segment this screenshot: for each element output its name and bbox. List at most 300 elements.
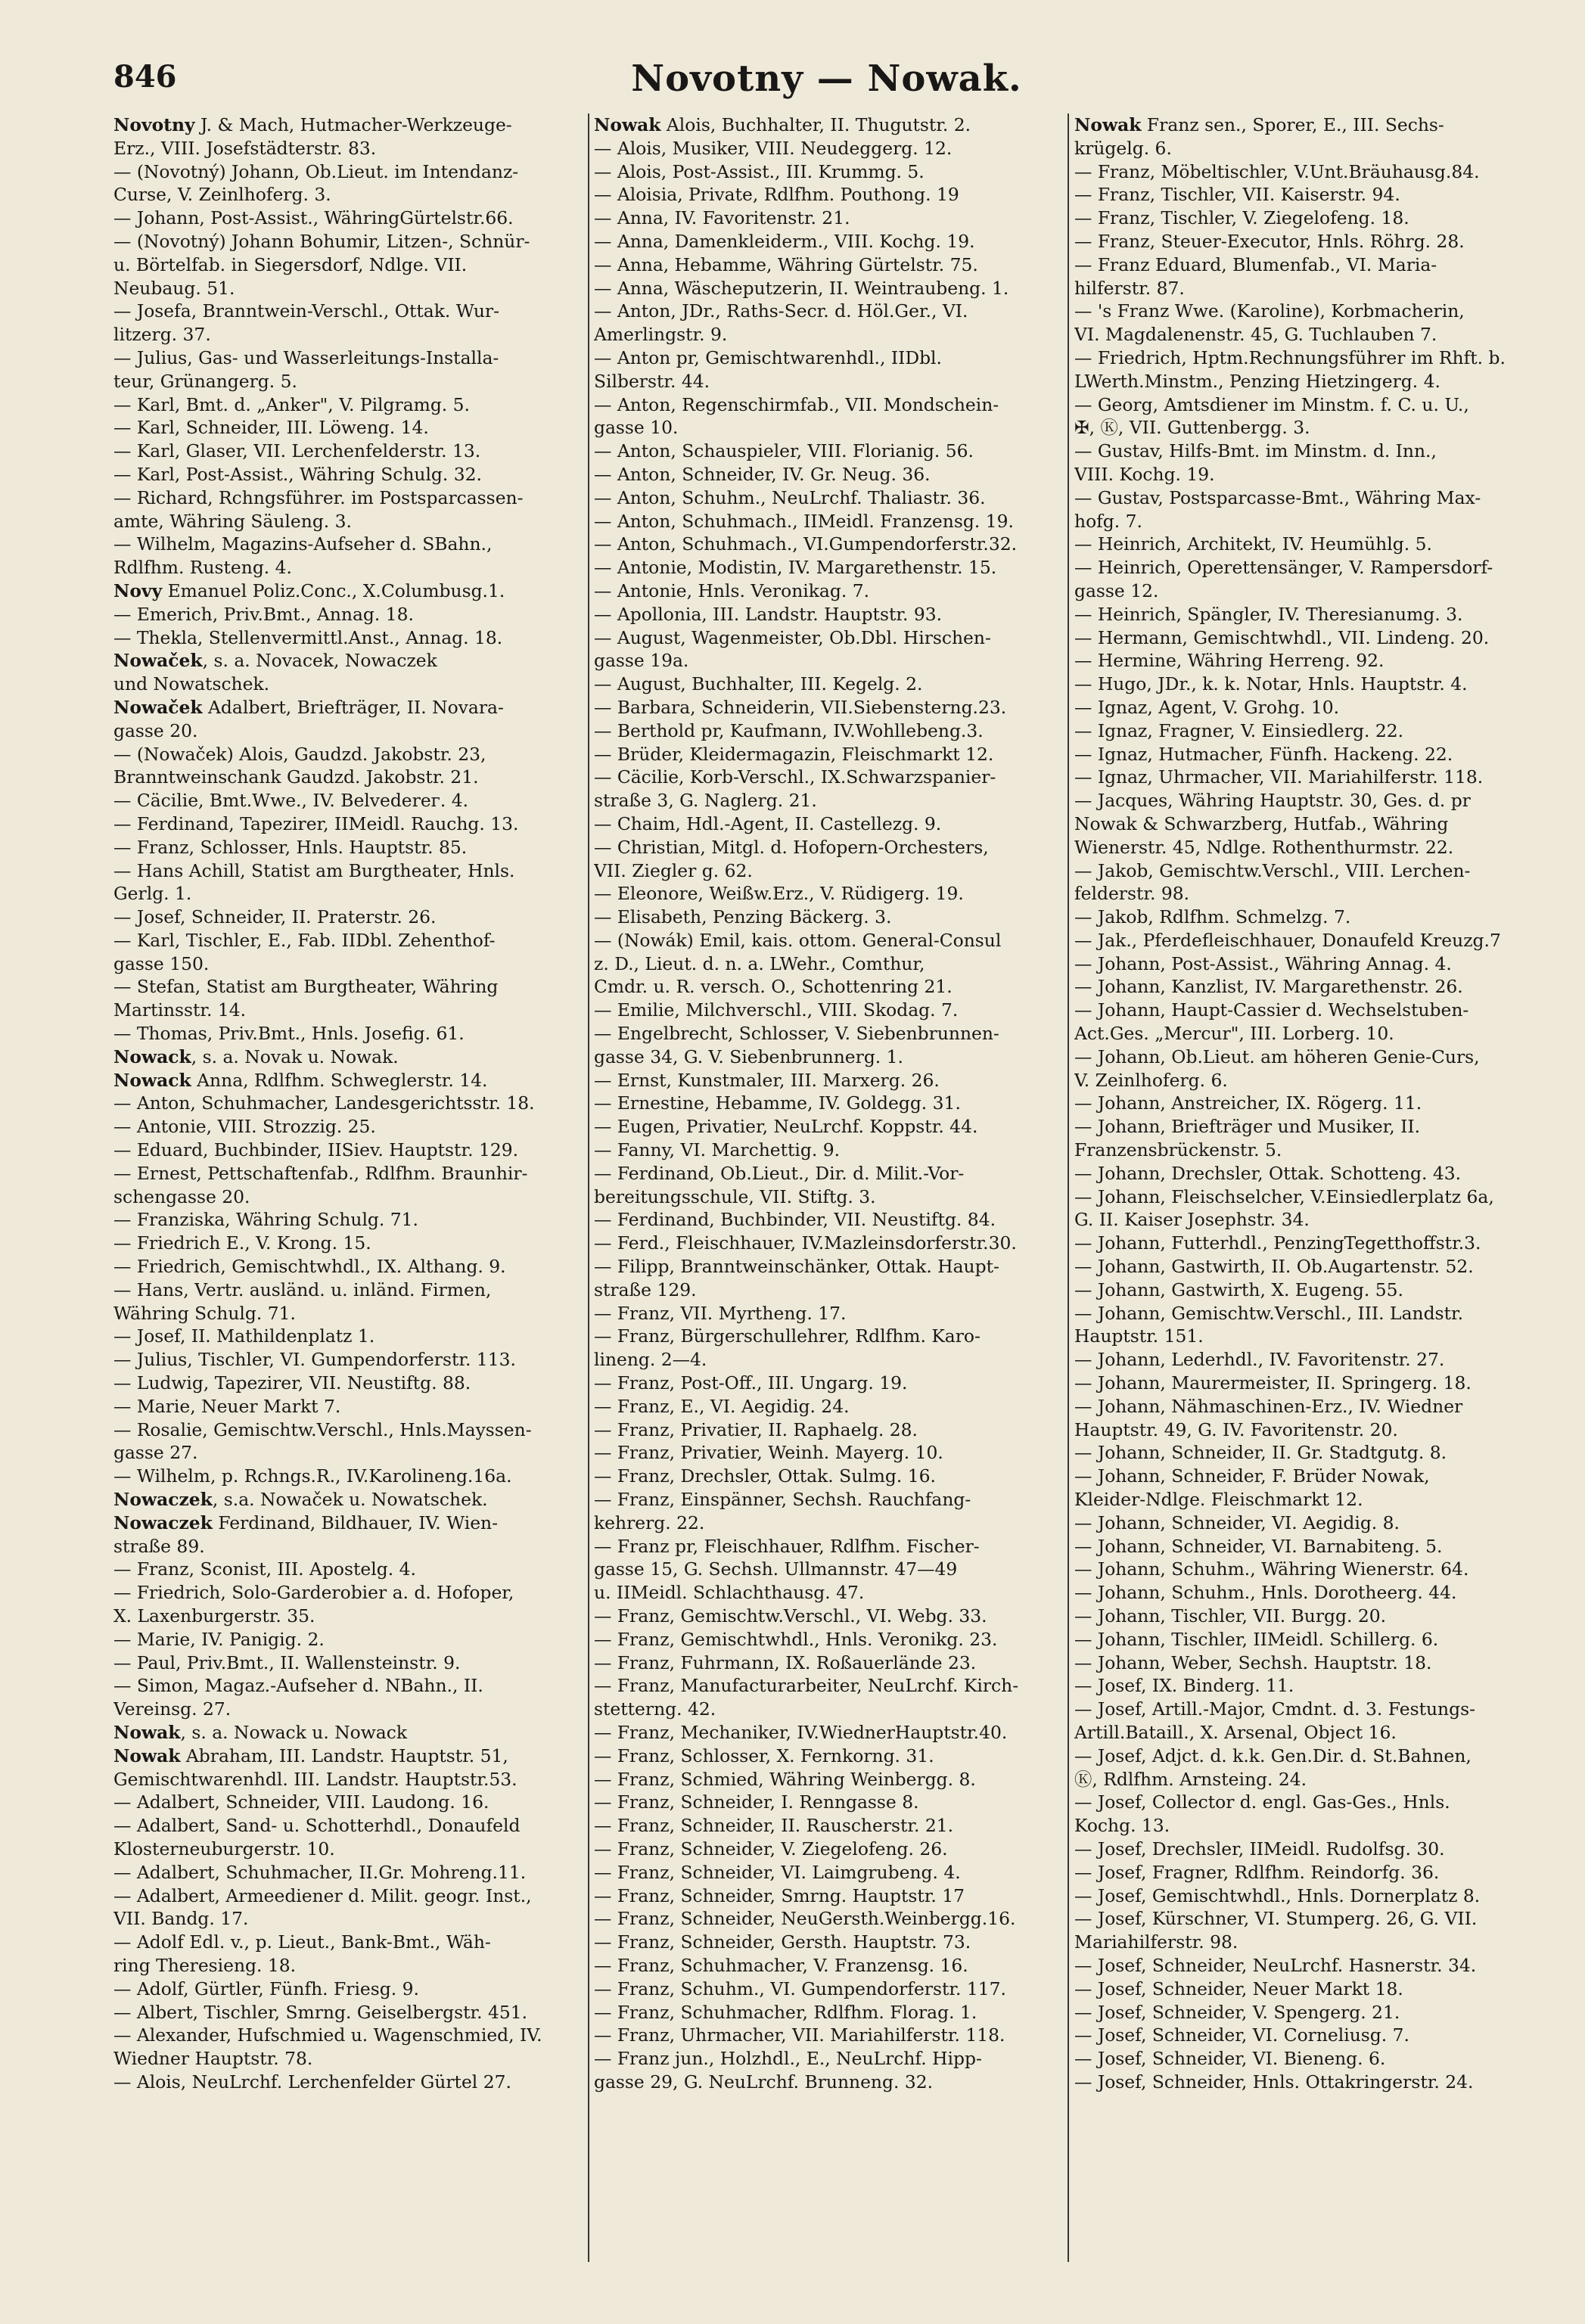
entry-text: — Franz, Schneider, II. Rauscherstr. 21. [594,1815,954,1837]
directory-entry-line [594,1978,1063,2001]
entry-text: — Stefan, Statist am Burgtheater, Währing [113,976,499,998]
entry-text: — Franz, Manufacturarbeiter, NeuLrchf. Kirch- [594,1675,1019,1697]
entry-text: V. Zeinlhoferg. 6. [1074,1069,1228,1091]
entry-text: — Hans Achill, Statist am Burgtheater, Hnls. [113,859,515,881]
directory-entry-line [113,812,583,836]
entry-text: — Hermine, Währing Herreng. 92. [1074,650,1385,672]
directory-entry-line [113,836,583,859]
entry-text: — Adolf, Gürtler, Fünfh. Friesg. 9. [113,1978,419,1999]
directory-entry-line [594,812,1063,836]
entry-text: — Anton, Schuhmacher, Landesgerichtsstr. 18. [113,1092,535,1114]
directory-entry-line [594,510,1063,533]
entry-text: — Josef, II. Mathildenplatz 1. [113,1325,375,1347]
entry-text: — Franz, Schlosser, Hnls. Hauptstr. 85. [113,836,468,858]
entry-text: — Josef, Adjct. d. k.k. Gen.Dir. d. St.Bahnen, [1074,1745,1472,1766]
entry-text: Klosterneuburgerstr. 10. [113,1838,335,1860]
directory-entry-line [113,1069,583,1092]
entry-text: teur, Grünangerg. 5. [113,370,297,392]
directory-entry-line [594,929,1063,952]
entry-text: — Thekla, Stellenvermittl.Anst., Annag. 18. [113,626,503,648]
entry-text: — Franz, VII. Myrtheng. 17. [594,1302,847,1324]
directory-entry-line [594,1954,1063,1978]
entry-text: — Alois, Post-Assist., III. Krummg. 5. [594,160,925,182]
entry-text: — Johann, Futterhdl., PenzingTegetthoffstr.3. [1074,1232,1481,1254]
entry-text: — Josef, Kürschner, VI. Stumperg. 26, G. VII. [1074,1908,1478,1930]
directory-entry-line [113,1512,583,1535]
directory-entry-line [113,486,583,510]
directory-entry-line [113,1814,583,1838]
directory-entry-line [1074,486,1559,510]
directory-entry-line [113,113,583,137]
entry-text: — Simon, Magaz.-Aufseher d. NBahn., II. [113,1675,483,1697]
entry-text: — Karl, Post-Assist., Währing Schulg. 32. [113,463,482,485]
directory-entry-line [113,1302,583,1325]
surname-heading: Nowaczek [113,1512,213,1533]
column-3 [1074,113,1559,2292]
directory-entry-line [1074,1954,1559,1978]
directory-entry-line [113,533,583,556]
entry-text: — Josef, Schneider, NeuLrchf. Hasnerstr. 34. [1074,1954,1477,1976]
entry-text: — Johann, Fleischselcher, V.Einsiedlerplatz 6a, [1074,1185,1494,1207]
directory-entry-line [1074,2024,1559,2047]
directory-entry-line [1074,1372,1559,1395]
directory-entry-line [113,1115,583,1139]
directory-entry-line [1074,1115,1559,1139]
directory-entry-line [1074,1092,1559,1115]
entry-text: — Karl, Tischler, E., Fab. IIDbl. Zehenthof- [113,929,496,951]
directory-entry-line [1074,719,1559,743]
entry-text: — Adalbert, Sand- u. Schotterhdl., Donaufeld [113,1815,521,1837]
directory-entry-line [113,579,583,603]
surname-heading: Nowak [113,1721,181,1743]
directory-entry-line [594,1861,1063,1884]
entry-text: — Anton pr, Gemischtwarenhdl., IIDbl. [594,346,942,368]
entry-text: — Anton, JDr., Raths-Secr. d. Höl.Ger., VI. [594,300,968,322]
directory-entry-line [113,1279,583,1302]
directory-entry-line [113,1674,583,1698]
directory-entry-line [113,253,583,277]
entry-text: gasse 15, G. Sechsh. Ullmannstr. 47—49 [594,1558,958,1580]
directory-entry-line [113,2071,583,2094]
entry-text: — Franz, Schneider, Smrng. Hauptstr. 17 [594,1884,965,1906]
entry-text: amte, Währing Säuleng. 3. [113,510,352,532]
entry-text: — Gustav, Postsparcasse-Bmt., Währing Max- [1074,486,1481,508]
directory-entry-line [113,1488,583,1512]
entry-text: — Johann, Schuhm., Währing Wienerstr. 64. [1074,1558,1469,1580]
directory-entry-line [594,2024,1063,2047]
entry-text: — Johann, Anstreicher, IX. Rögerg. 11. [1074,1092,1422,1114]
running-title: Novotny — Nowak. [631,57,1022,100]
entry-text: Alois, Buchhalter, II. Thugutstr. 2. [660,114,971,135]
directory-entry-line [113,510,583,533]
entry-text: — Emerich, Priv.Bmt., Annag. 18. [113,603,414,625]
directory-entry-line [1074,416,1559,440]
entry-text: Währing Schulg. 71. [113,1302,296,1324]
directory-entry-line [1074,1605,1559,1628]
directory-entry-line [113,463,583,486]
entry-text: — Karl, Glaser, VII. Lerchenfelderstr. 13. [113,440,481,462]
directory-entry-line [113,2024,583,2047]
entry-text: — Franz, Drechsler, Ottak. Sulmg. 16. [594,1465,936,1487]
directory-entry-line [594,113,1063,137]
entry-text: — Franz Eduard, Blumenfab., VI. Maria- [1074,253,1437,275]
directory-entry-line [594,230,1063,253]
directory-entry-line [113,556,583,579]
directory-entry-line [594,1488,1063,1512]
directory-entry-line [1074,1069,1559,1092]
entry-text: Kleider-Ndlge. Fleischmarkt 12. [1074,1489,1363,1511]
entry-text: Anna, Rdlfhm. Schweglerstr. 14. [191,1069,488,1091]
directory-entry-line [594,975,1063,999]
directory-entry-line [1074,673,1559,696]
directory-entry-line [113,603,583,626]
entry-text: felderstr. 98. [1074,883,1190,905]
entry-text: — Josef, Schneider, V. Spengerg. 21. [1074,2001,1400,2023]
directory-entry-line [594,323,1063,346]
entry-text: lineng. 2—4. [594,1349,707,1371]
directory-entry-line [113,999,583,1022]
entry-text: — Johann, Haupt-Cassier d. Wechselstuben- [1074,999,1469,1021]
entry-text: — Gustav, Hilfs-Bmt. im Minstm. d. Inn., [1074,440,1437,462]
entry-text: — Antonie, Hnls. Veronikag. 7. [594,579,870,601]
directory-entry-line [113,929,583,952]
entry-text: Hauptstr. 151. [1074,1325,1204,1347]
entry-text: — Heinrich, Architekt, IV. Heumühlg. 5. [1074,533,1432,555]
directory-entry-line [1074,579,1559,603]
directory-entry-line [1074,323,1559,346]
entry-text: — (Novotný) Johann, Ob.Lieut. im Intendanz- [113,160,519,182]
directory-entry-line [594,1721,1063,1745]
entry-text: — Marie, IV. Panigig. 2. [113,1628,325,1650]
directory-entry-line [113,859,583,883]
entry-text: — Albert, Tischler, Smrng. Geiselbergstr. 451. [113,2001,528,2023]
directory-entry-line [113,2001,583,2024]
entry-text: Vereinsg. 27. [113,1698,232,1720]
entry-text: Kochg. 13. [1074,1815,1170,1837]
entry-text: — Alexander, Hufschmied u. Wagenschmied, IV. [113,2024,542,2046]
entry-text: — Friedrich, Gemischtwhdl., IX. Althang. 9. [113,1256,506,1278]
directory-entry-line [1074,1838,1559,1861]
entry-text: — Josef, Fragner, Rdlfhm. Reindorfg. 36. [1074,1861,1440,1883]
directory-entry-line [113,1768,583,1791]
directory-entry-line [113,1535,583,1558]
directory-entry-line [113,1139,583,1162]
directory-entry-line [594,836,1063,859]
directory-entry-line [113,230,583,253]
directory-entry-line [1074,1978,1559,2001]
directory-entry-line [594,137,1063,160]
directory-entry-line [113,1605,583,1628]
entry-text: — Anna, IV. Favoritenstr. 21. [594,207,850,229]
entry-text: — Franz, Schneider, I. Renngasse 8. [594,1791,919,1813]
directory-entry-line [594,1372,1063,1395]
directory-entry-line [594,1651,1063,1675]
directory-entry-line [594,603,1063,626]
entry-text: Neubaug. 51. [113,277,235,299]
directory-entry-line [113,673,583,696]
directory-entry-line [594,1325,1063,1348]
entry-text: — Ernst, Kunstmaler, III. Marxerg. 26. [594,1069,940,1091]
entry-text: — Franz, Mechaniker, IV.WiednerHauptstr.40. [594,1721,1008,1743]
directory-entry-line [113,626,583,650]
entry-text: und Nowatschek. [113,673,270,695]
entry-text: — Friedrich E., V. Krong. 15. [113,1232,371,1254]
entry-text: Branntweinschank Gaudzd. Jakobstr. 21. [113,766,479,788]
directory-entry-line [1074,1814,1559,1838]
entry-text: — Franz, Möbeltischler, V.Unt.Bräuhausg.84. [1074,160,1480,182]
directory-entry-line [594,370,1063,393]
directory-entry-line [594,1185,1063,1209]
directory-entry-line [1074,626,1559,650]
directory-entry-line [113,696,583,719]
directory-entry-line [113,1651,583,1675]
surname-heading: Nowack [113,1045,191,1067]
entry-text: — Wilhelm, Magazins-Aufseher d. SBahn., [113,533,493,555]
directory-entry-line [1074,2001,1559,2024]
entry-text: — Aloisia, Private, Rdlfhm. Pouthong. 19 [594,184,959,206]
directory-entry-line [113,1232,583,1255]
directory-entry-line [1074,1745,1559,1768]
directory-entry-line [113,1581,583,1605]
column-divider [588,113,589,2262]
directory-entry-line [594,579,1063,603]
entry-text: LWerth.Minstm., Penzing Hietzingerg. 4. [1074,370,1440,392]
directory-entry-line [1074,1162,1559,1185]
entry-text: — Johann, Post-Assist., WähringGürtelstr.66. [113,207,514,229]
entry-text: — Eleonore, Weißw.Erz., V. Rüdigerg. 19. [594,883,964,905]
directory-entry-line [1074,463,1559,486]
directory-entry-line [594,300,1063,323]
directory-entry-line [594,253,1063,277]
directory-entry-line [113,882,583,906]
directory-entry-line [1074,277,1559,300]
entry-text: , s.a. Nowaček u. Nowatschek. [212,1489,488,1511]
entry-text: Mariahilferstr. 98. [1074,1931,1238,1953]
entry-text: Adalbert, Briefträger, II. Novara- [202,696,504,718]
page-number: 846 [113,59,177,95]
entry-text: — Franz, Tischler, V. Ziegelofeng. 18. [1074,207,1409,229]
directory-entry-line [113,1441,583,1465]
entry-text: — Franz, Privatier, Weinh. Mayerg. 10. [594,1442,943,1464]
entry-text: — Franz, Schneider, V. Ziegelofeng. 26. [594,1838,948,1860]
directory-entry-line [594,393,1063,417]
directory-entry-line [594,183,1063,207]
directory-entry-line [594,1162,1063,1185]
directory-entry-line [113,207,583,230]
entry-text: — Karl, Bmt. d. „Anker", V. Pilgramg. 5. [113,393,470,415]
directory-entry-line [594,1931,1063,1954]
directory-entry-line [113,277,583,300]
entry-text: — Eduard, Buchbinder, IISiev. Hauptstr. 129. [113,1139,519,1161]
directory-entry-line [113,952,583,976]
directory-entry-line [594,999,1063,1022]
entry-text: — Franz, Schmied, Währing Weinbergg. 8. [594,1768,976,1790]
directory-entry-line [113,1372,583,1395]
directory-entry-line [113,1162,583,1185]
entry-text: Hauptstr. 49, G. IV. Favoritenstr. 20. [1074,1418,1398,1440]
entry-text: gasse 27. [113,1442,198,1464]
directory-entry-line [594,486,1063,510]
directory-entry-line [594,1605,1063,1628]
surname-heading: Novy [113,579,163,601]
entry-text: , s. a. Novak u. Nowak. [191,1045,399,1067]
directory-entry-line [594,2047,1063,2071]
entry-text: G. II. Kaiser Josephstr. 34. [1074,1209,1310,1231]
entry-text: — Julius, Tischler, VI. Gumpendorferstr. 113. [113,1349,516,1371]
entry-text: — Hermann, Gemischtwhdl., VII. Lindeng. 20. [1074,626,1490,648]
entry-text: — Franz, Privatier, II. Raphaelg. 28. [594,1418,918,1440]
entry-text: — Julius, Gas- und Wasserleitungs-Installa- [113,346,499,368]
directory-entry-line [113,1255,583,1279]
directory-entry-line [1074,952,1559,976]
directory-entry-line [113,1954,583,1978]
surname-heading: Nowaček [113,650,203,672]
entry-text: — Franz, Gemischtwhdl., Hnls. Veronikg. 23. [594,1628,998,1650]
entry-text: — Franz, Schneider, NeuGersth.Weinbergg.16. [594,1908,1016,1930]
directory-entry-line [594,1814,1063,1838]
directory-entry-line [594,1768,1063,1791]
directory-entry-line [113,160,583,184]
entry-text: — Jacques, Währing Hauptstr. 30, Ges. d. pr [1074,790,1471,812]
directory-entry-line [1074,1395,1559,1418]
entry-text: — Anton, Regenschirmfab., VII. Mondschein- [594,393,999,415]
entry-text: — Johann, Tischler, IIMeidl. Schillerg. 6. [1074,1628,1439,1650]
directory-entry-line [113,1348,583,1372]
entry-text: Franz sen., Sporer, E., III. Sechs- [1141,114,1444,135]
entry-text: — Ludwig, Tapezirer, VII. Neustiftg. 88. [113,1372,471,1394]
directory-entry-line [1074,370,1559,393]
entry-text: z. D., Lieut. d. n. a. LWehr., Comthur, [594,952,925,974]
directory-entry-line [113,1628,583,1651]
entry-text: — Apollonia, III. Landstr. Hauptstr. 93. [594,603,943,625]
directory-entry-line [113,1045,583,1069]
directory-entry-line [1074,1348,1559,1372]
entry-text: Amerlingstr. 9. [594,324,728,346]
directory-entry-line [594,1418,1063,1442]
entry-text: — Franz, Schlosser, X. Fernkorng. 31. [594,1745,934,1766]
directory-entry-line [1074,1791,1559,1814]
entry-text: — Franz, Schneider, VI. Laimgrubeng. 4. [594,1861,961,1883]
directory-entry-line [1074,183,1559,207]
directory-entry-line [113,300,583,323]
directory-entry-line [1074,836,1559,859]
entry-text: Rdlfhm. Rusteng. 4. [113,557,292,579]
entry-text: — August, Wagenmeister, Ob.Dbl. Hirschen- [594,626,991,648]
entry-text: krügelg. 6. [1074,137,1172,159]
entry-text: — Josefa, Branntwein-Verschl., Ottak. Wur- [113,300,499,322]
entry-text: — Johann, Tischler, VII. Burgg. 20. [1074,1605,1387,1626]
directory-entry-line [594,277,1063,300]
entry-text: — Ignaz, Uhrmacher, VII. Mariahilferstr. 118. [1074,766,1484,788]
directory-entry-line [594,207,1063,230]
entry-text: Ⓚ, Rdlfhm. Arnsteing. 24. [1074,1768,1307,1790]
entry-text: — Franz, Tischler, VII. Kaiserstr. 94. [1074,184,1400,206]
directory-entry-line [594,440,1063,463]
directory-entry-line [1074,1931,1559,1954]
directory-entry-line [113,789,583,812]
directory-entry-line [113,1208,583,1232]
entry-text: kehrerg. 22. [594,1512,705,1533]
directory-entry-line [594,1302,1063,1325]
directory-entry-line [594,1628,1063,1651]
entry-text: gasse 10. [594,417,679,439]
directory-entry-line [1074,1535,1559,1558]
directory-entry-line [1074,207,1559,230]
directory-entry-line [1074,1232,1559,1255]
entry-text: — Wilhelm, p. Rchngs.R., IV.Karolineng.16a. [113,1465,512,1487]
directory-entry-line [1074,696,1559,719]
directory-entry-line [594,1581,1063,1605]
entry-text: — Josef, Schneider, Neuer Markt 18. [1074,1978,1403,1999]
entry-text: — Johann, Schneider, VI. Barnabiteng. 5. [1074,1535,1443,1557]
directory-entry-line [113,416,583,440]
directory-entry-line [113,1022,583,1045]
directory-entry-line [594,346,1063,370]
directory-entry-line [1074,440,1559,463]
entry-text: — Ernestine, Hebamme, IV. Goldegg. 31. [594,1092,961,1114]
directory-entry-line [594,1535,1063,1558]
directory-entry-line [113,1838,583,1861]
entry-text: Nowak & Schwarzberg, Hutfab., Währing [1074,812,1449,834]
directory-entry-line [594,463,1063,486]
directory-entry-line [113,1558,583,1581]
directory-entry-line [113,1395,583,1418]
entry-text: u. IIMeidl. Schlachthausg. 47. [594,1582,865,1604]
entry-text: — Friedrich, Solo-Garderobier a. d. Hofoper, [113,1582,514,1604]
directory-entry-line [1074,160,1559,184]
directory-entry-line [1074,1465,1559,1488]
directory-entry-line [594,1255,1063,1279]
entry-text: gasse 34, G. V. Siebenbrunnerg. 1. [594,1045,903,1067]
entry-text: — Franz jun., Holzhdl., E., NeuLrchf. Hipp- [594,2048,982,2070]
entry-text: — Johann, Maurermeister, II. Springerg. 18. [1074,1372,1472,1394]
surname-heading: Nowaczek [113,1489,213,1511]
entry-text: — Franz, Gemischtw.Verschl., VI. Webg. 33. [594,1605,987,1626]
entry-text: VII. Ziegler g. 62. [594,859,753,881]
directory-entry-line [113,766,583,789]
directory-entry-line [113,1465,583,1488]
entry-text: — Ferdinand, Buchbinder, VII. Neustiftg. 84. [594,1209,996,1231]
entry-text: — Antonie, VIII. Strozzig. 25. [113,1116,376,1138]
entry-text: hofg. 7. [1074,510,1142,532]
directory-entry-line [594,1092,1063,1115]
directory-entry-line [1074,1022,1559,1045]
entry-text: — Franz, E., VI. Aegidig. 24. [594,1395,850,1417]
directory-entry-line [1074,300,1559,323]
entry-text: Ferdinand, Bildhauer, IV. Wien- [212,1512,499,1533]
entry-text: — Josef, Drechsler, IIMeidl. Rudolfsg. 30. [1074,1838,1445,1860]
directory-entry-line [1074,1861,1559,1884]
surname-heading: Nowack [113,1069,191,1091]
directory-entry-line [113,975,583,999]
directory-entry-line [594,1558,1063,1581]
entry-text: — Josef, IX. Binderg. 11. [1074,1675,1294,1697]
directory-entry-line [1074,649,1559,673]
entry-text: — (Nowaček) Alois, Gaudzd. Jakobstr. 23, [113,743,486,765]
entry-text: — Filipp, Branntweinschänker, Ottak. Haupt- [594,1256,999,1278]
entry-text: — Alois, NeuLrchf. Lerchenfelder Gürtel 27. [113,2071,511,2093]
entry-text: — Johann, Post-Assist., Währing Annag. 4. [1074,952,1452,974]
entry-text: Wienerstr. 45, Ndlge. Rothenthurmstr. 22. [1074,836,1454,858]
surname-heading: Novotny [113,114,195,135]
entry-text: hilferstr. 87. [1074,277,1185,299]
entry-text: — Franz, Einspänner, Sechsh. Rauchfang- [594,1489,971,1511]
entry-text: — Josef, Schneider, Hnls. Ottakringerstr. 24. [1074,2071,1474,2093]
directory-entry-line [594,882,1063,906]
directory-entry-line [594,719,1063,743]
directory-entry-line [113,1185,583,1209]
entry-text: — Franz, Schuhmacher, Rdlfhm. Florag. 1. [594,2001,977,2023]
